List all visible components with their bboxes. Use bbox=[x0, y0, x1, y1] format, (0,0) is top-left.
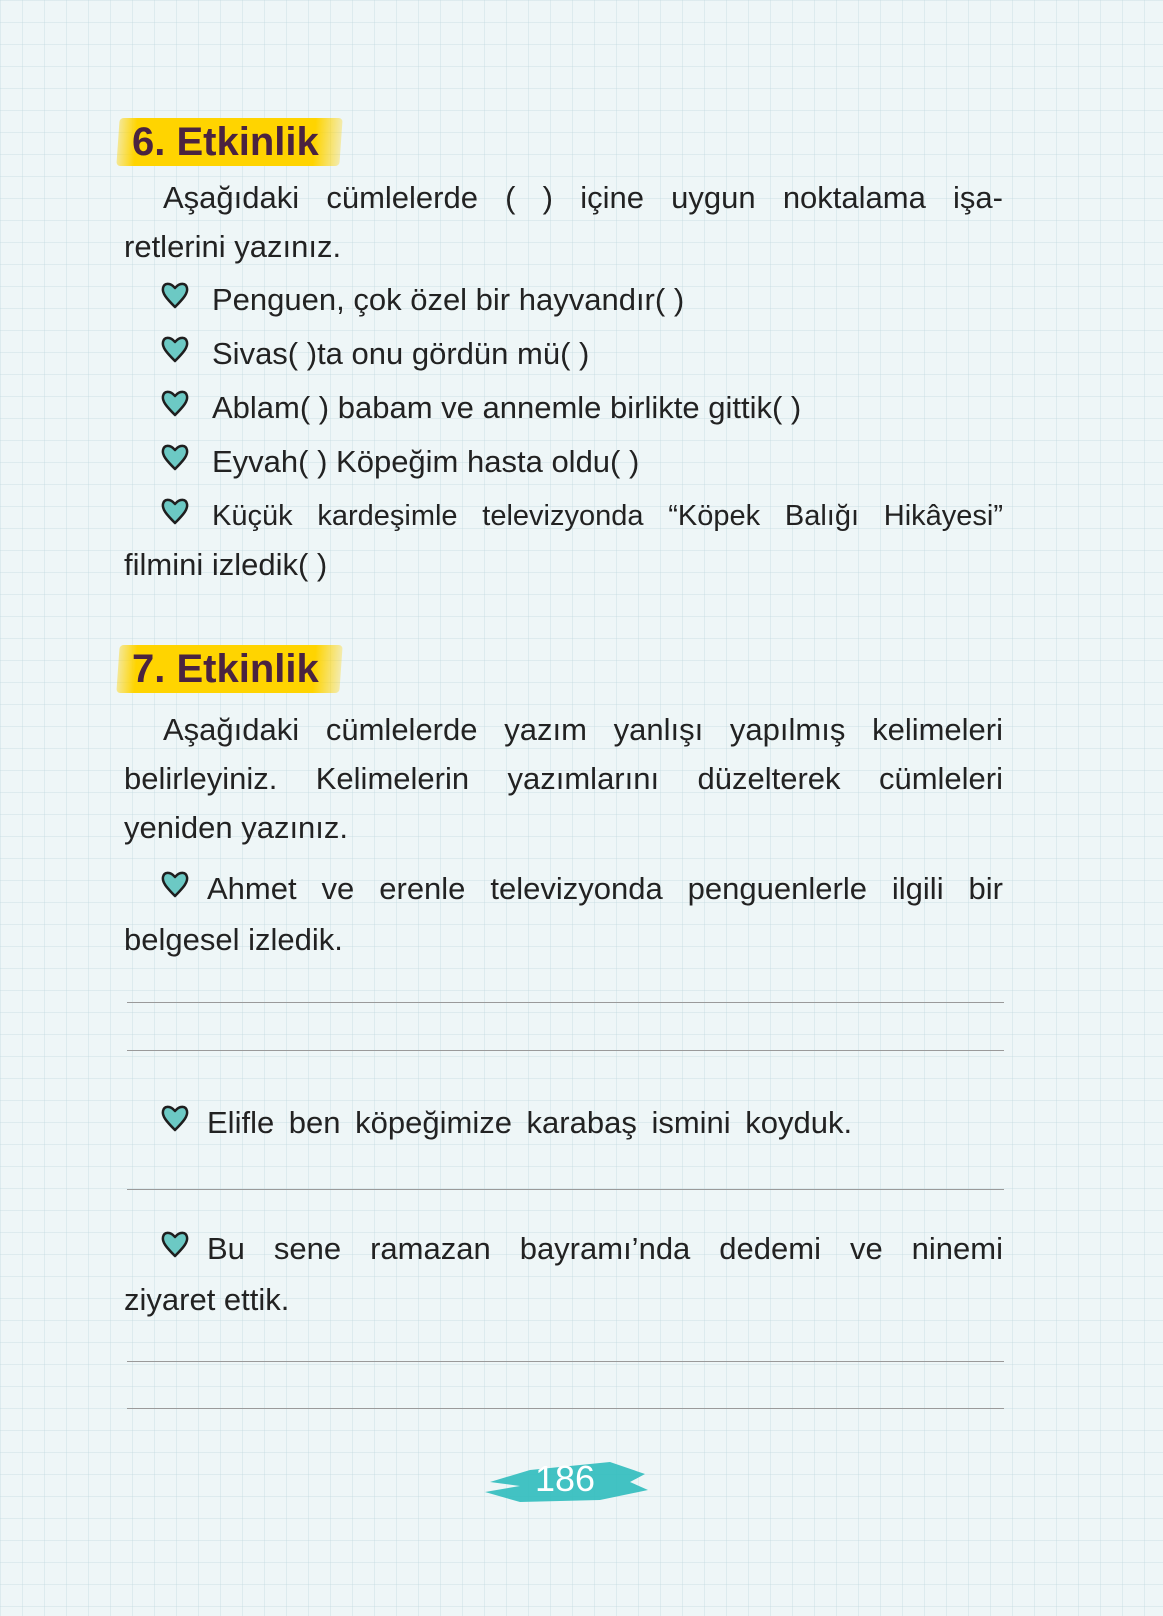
heart-icon bbox=[160, 388, 190, 418]
list-item-continuation: belgesel izledik. bbox=[124, 922, 343, 957]
heart-icon bbox=[160, 1229, 190, 1259]
instruction-line: Aşağıdaki cümlelerde yazım yanlışı yapılmış kelimeleri bbox=[163, 712, 1003, 747]
list-item-continuation: filmini izledik( ) bbox=[124, 547, 328, 582]
list-item: Eyvah( ) Köpeğim hasta oldu( ) bbox=[212, 444, 640, 479]
answer-line[interactable] bbox=[127, 1002, 1004, 1003]
instruction-line: yeniden yazınız. bbox=[124, 810, 349, 845]
answer-line[interactable] bbox=[127, 1408, 1004, 1409]
list-item: Ablam( ) babam ve annemle birlikte gittik( ) bbox=[212, 390, 802, 425]
answer-line[interactable] bbox=[127, 1361, 1004, 1362]
page-number-badge bbox=[480, 1452, 650, 1506]
answer-line[interactable] bbox=[127, 1050, 1004, 1051]
heart-icon bbox=[160, 869, 190, 899]
list-item: Elifle ben köpeğimize karabaş ismini koyduk. bbox=[207, 1105, 853, 1140]
heart-icon bbox=[160, 1103, 190, 1133]
page-number: 186 bbox=[534, 1458, 596, 1499]
heart-icon bbox=[160, 334, 190, 364]
activity-7-heading: 7. Etkinlik bbox=[116, 645, 342, 693]
instruction-line: retlerini yazınız. bbox=[124, 229, 342, 264]
list-item: Küçük kardeşimle televizyonda “Köpek Balığı Hikâyesi” bbox=[212, 500, 1003, 532]
activity-6-heading: 6. Etkinlik bbox=[116, 118, 342, 166]
instruction-line: Aşağıdaki cümlelerde ( ) içine uygun noktalama işa- bbox=[163, 180, 1003, 215]
list-item: Bu sene ramazan bayramı’nda dedemi ve ninemi bbox=[207, 1231, 1003, 1266]
list-item: Ahmet ve erenle televizyonda penguenlerle ilgili bir bbox=[207, 871, 1003, 906]
list-item: Sivas( )ta onu gördün mü( ) bbox=[212, 336, 590, 371]
heart-icon bbox=[160, 496, 190, 526]
heart-icon bbox=[160, 280, 190, 310]
list-item: Penguen, çok özel bir hayvandır( ) bbox=[212, 282, 685, 317]
list-item-continuation: ziyaret ettik. bbox=[124, 1282, 290, 1317]
instruction-line: belirleyiniz. Kelimelerin yazımlarını düzelterek cümleleri bbox=[124, 761, 1003, 796]
answer-line[interactable] bbox=[127, 1189, 1004, 1190]
heart-icon bbox=[160, 442, 190, 472]
